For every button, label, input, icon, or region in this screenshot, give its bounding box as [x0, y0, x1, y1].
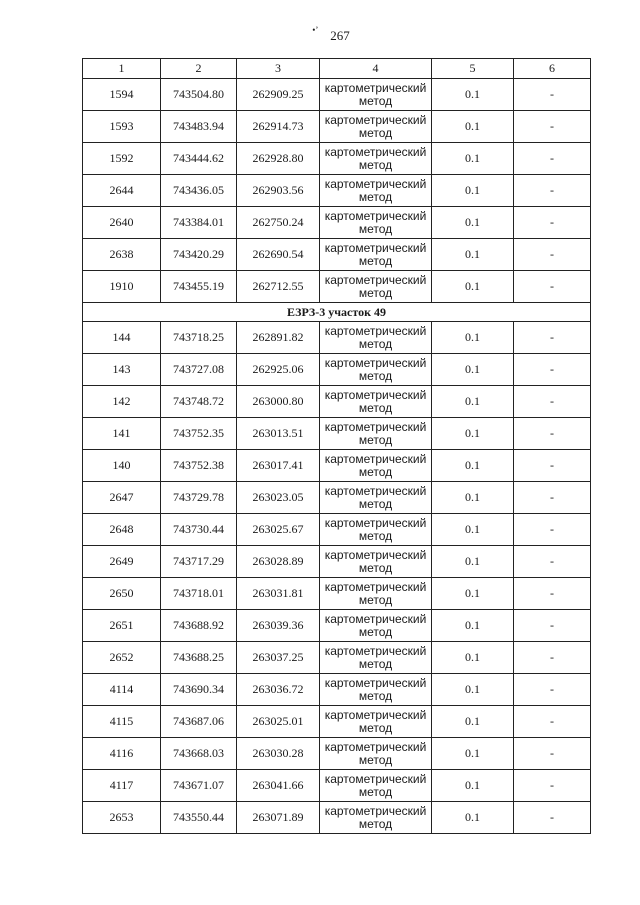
table-row — [83, 322, 591, 354]
table-cell: 0.1 — [432, 354, 514, 386]
method-text: метод — [358, 816, 393, 831]
table-cell: 743384.01 — [161, 207, 237, 239]
table-cell: 0.1 — [432, 111, 514, 143]
method-text: картометрический — [324, 483, 427, 498]
table-row — [83, 546, 591, 578]
method-cell — [320, 642, 432, 674]
method-text: метод — [358, 784, 393, 799]
table-cell: 4115 — [83, 706, 161, 738]
table-cell: - — [514, 514, 591, 546]
method-text: метод — [358, 253, 393, 268]
table-row — [83, 239, 591, 271]
table-cell: 0.1 — [432, 674, 514, 706]
table-cell: 263037.25 — [237, 642, 320, 674]
table-row — [83, 143, 591, 175]
table-cell: 144 — [83, 322, 161, 354]
table-cell: - — [514, 802, 591, 834]
table-cell: 262690.54 — [237, 239, 320, 271]
table-row — [83, 418, 591, 450]
table-cell: - — [514, 111, 591, 143]
method-text: метод — [358, 285, 393, 300]
table-cell: - — [514, 578, 591, 610]
table-cell: 263017.41 — [237, 450, 320, 482]
table-cell: 2652 — [83, 642, 161, 674]
table-cell: 743455.19 — [161, 271, 237, 303]
table-cell: 0.1 — [432, 271, 514, 303]
table-cell: 743748.72 — [161, 386, 237, 418]
method-text: картометрический — [324, 240, 427, 255]
table-cell: 743718.01 — [161, 578, 237, 610]
method-cell — [320, 706, 432, 738]
table-cell: 263028.89 — [237, 546, 320, 578]
table-cell: - — [514, 143, 591, 175]
method-text: метод — [358, 624, 393, 639]
table-cell: 743688.25 — [161, 642, 237, 674]
method-cell — [320, 175, 432, 207]
table-row — [83, 207, 591, 239]
table-cell: 743687.06 — [161, 706, 237, 738]
method-cell — [320, 450, 432, 482]
table-cell: 2651 — [83, 610, 161, 642]
table-cell: 0.1 — [432, 175, 514, 207]
table-cell: 142 — [83, 386, 161, 418]
table-cell: 743752.35 — [161, 418, 237, 450]
table-cell: 0.1 — [432, 143, 514, 175]
table-cell: 0.1 — [432, 738, 514, 770]
method-cell — [320, 322, 432, 354]
page-number — [0, 25, 640, 44]
table-cell: 263039.36 — [237, 610, 320, 642]
table-row — [83, 482, 591, 514]
method-text: метод — [358, 560, 393, 575]
method-text: картометрический — [324, 355, 427, 370]
table-cell: 743752.38 — [161, 450, 237, 482]
table-row — [83, 514, 591, 546]
header-row — [83, 59, 591, 79]
table-cell: 743671.07 — [161, 770, 237, 802]
table-row — [83, 175, 591, 207]
table-row — [83, 738, 591, 770]
method-text: метод — [358, 336, 393, 351]
method-text: картометрический — [324, 675, 427, 690]
table-cell: 263036.72 — [237, 674, 320, 706]
table-cell: 0.1 — [432, 482, 514, 514]
table-cell: 262712.55 — [237, 271, 320, 303]
table-row — [83, 111, 591, 143]
method-text: метод — [358, 688, 393, 703]
method-text: картометрический — [324, 515, 427, 530]
method-cell — [320, 770, 432, 802]
header-cell: 5 — [432, 59, 514, 79]
table-cell: 262903.56 — [237, 175, 320, 207]
table-cell: 0.1 — [432, 802, 514, 834]
header-cell: 1 — [83, 59, 161, 79]
table-cell: 143 — [83, 354, 161, 386]
method-text: картометрический — [324, 144, 427, 159]
table-cell: 743668.03 — [161, 738, 237, 770]
method-text: метод — [358, 528, 393, 543]
method-cell — [320, 674, 432, 706]
table-cell: 263023.05 — [237, 482, 320, 514]
table-cell: 0.1 — [432, 418, 514, 450]
method-text: картометрический — [324, 323, 427, 338]
table-cell: - — [514, 450, 591, 482]
method-text: картометрический — [324, 739, 427, 754]
table-cell: 0.1 — [432, 207, 514, 239]
table-cell: 262891.82 — [237, 322, 320, 354]
method-text: картометрический — [324, 451, 427, 466]
table-cell: 2644 — [83, 175, 161, 207]
method-text: метод — [358, 464, 393, 479]
table-cell: 4116 — [83, 738, 161, 770]
table-cell: - — [514, 706, 591, 738]
table-cell: 743729.78 — [161, 482, 237, 514]
header-cell: 2 — [161, 59, 237, 79]
table-cell: - — [514, 239, 591, 271]
table-cell: 0.1 — [432, 546, 514, 578]
table-cell: 263013.51 — [237, 418, 320, 450]
table-cell: 263025.67 — [237, 514, 320, 546]
header-cell: 4 — [320, 59, 432, 79]
table-cell: - — [514, 770, 591, 802]
method-cell — [320, 546, 432, 578]
table-cell: 1594 — [83, 79, 161, 111]
method-text: метод — [358, 496, 393, 511]
table-cell: 0.1 — [432, 706, 514, 738]
table-cell: 263000.80 — [237, 386, 320, 418]
method-cell — [320, 578, 432, 610]
method-text: картометрический — [324, 419, 427, 434]
header-cell: 3 — [237, 59, 320, 79]
method-text: метод — [358, 221, 393, 236]
method-text: метод — [358, 93, 393, 108]
table-row — [83, 386, 591, 418]
table-cell: 0.1 — [432, 770, 514, 802]
table-cell: - — [514, 207, 591, 239]
table-cell: - — [514, 738, 591, 770]
method-cell — [320, 418, 432, 450]
method-cell — [320, 802, 432, 834]
table-cell: 743483.94 — [161, 111, 237, 143]
method-text: метод — [358, 400, 393, 415]
table-row — [83, 271, 591, 303]
method-text: метод — [358, 189, 393, 204]
table-row — [83, 450, 591, 482]
table-cell: 1593 — [83, 111, 161, 143]
method-text: картометрический — [324, 643, 427, 658]
method-text: картометрический — [324, 208, 427, 223]
method-text: картометрический — [324, 176, 427, 191]
table-cell: 0.1 — [432, 642, 514, 674]
table-cell: 140 — [83, 450, 161, 482]
table-cell: 0.1 — [432, 322, 514, 354]
table-cell: 743444.62 — [161, 143, 237, 175]
method-text: картометрический — [324, 272, 427, 287]
table-cell: - — [514, 418, 591, 450]
method-text: картометрический — [324, 547, 427, 562]
method-text: метод — [358, 752, 393, 767]
page-number-text: 267 — [330, 28, 350, 43]
method-text: картометрический — [324, 611, 427, 626]
table-cell: 1592 — [83, 143, 161, 175]
table-cell: 2650 — [83, 578, 161, 610]
table-cell: 262914.73 — [237, 111, 320, 143]
table-row — [83, 642, 591, 674]
method-cell — [320, 514, 432, 546]
table-row — [83, 610, 591, 642]
section-row — [83, 303, 591, 322]
table-cell: 0.1 — [432, 578, 514, 610]
table-cell: 743690.34 — [161, 674, 237, 706]
table-row — [83, 79, 591, 111]
table-cell: - — [514, 674, 591, 706]
table-cell: - — [514, 482, 591, 514]
table-cell: 743730.44 — [161, 514, 237, 546]
table-cell: 2653 — [83, 802, 161, 834]
method-text: картометрический — [324, 112, 427, 127]
table-cell: 0.1 — [432, 450, 514, 482]
table-cell: 262925.06 — [237, 354, 320, 386]
table-cell: - — [514, 642, 591, 674]
method-cell — [320, 386, 432, 418]
method-text: метод — [358, 125, 393, 140]
table-row — [83, 354, 591, 386]
method-text: метод — [358, 157, 393, 172]
header-cell: 6 — [514, 59, 591, 79]
table-cell: 743727.08 — [161, 354, 237, 386]
table-cell: 743420.29 — [161, 239, 237, 271]
method-text: картометрический — [324, 707, 427, 722]
method-text: метод — [358, 720, 393, 735]
table-cell: 743504.80 — [161, 79, 237, 111]
method-text: метод — [358, 656, 393, 671]
table-cell: - — [514, 175, 591, 207]
method-cell — [320, 610, 432, 642]
method-cell — [320, 111, 432, 143]
method-text: метод — [358, 432, 393, 447]
table-cell: 0.1 — [432, 239, 514, 271]
table-cell: 4114 — [83, 674, 161, 706]
table-cell: - — [514, 271, 591, 303]
table-cell: - — [514, 322, 591, 354]
table-cell: 743718.25 — [161, 322, 237, 354]
table-cell: 263025.01 — [237, 706, 320, 738]
method-cell — [320, 354, 432, 386]
method-text: картометрический — [324, 803, 427, 818]
table-cell: - — [514, 79, 591, 111]
section-title: ЕЗРЗ-3 участок 49 — [83, 303, 591, 322]
table-cell: 743688.92 — [161, 610, 237, 642]
table-cell: - — [514, 354, 591, 386]
method-text: метод — [358, 592, 393, 607]
table-cell: 2638 — [83, 239, 161, 271]
method-cell — [320, 207, 432, 239]
table-cell: 1910 — [83, 271, 161, 303]
table-row — [83, 578, 591, 610]
table-cell: 2647 — [83, 482, 161, 514]
method-cell — [320, 239, 432, 271]
page-mark: •’ — [312, 25, 319, 35]
method-text: картометрический — [324, 80, 427, 95]
method-cell — [320, 143, 432, 175]
table-row — [83, 706, 591, 738]
table-cell: 262928.80 — [237, 143, 320, 175]
table-cell: 0.1 — [432, 514, 514, 546]
method-cell — [320, 482, 432, 514]
table-cell: 743717.29 — [161, 546, 237, 578]
table-cell: 2649 — [83, 546, 161, 578]
table-cell: 4117 — [83, 770, 161, 802]
table-cell: 2640 — [83, 207, 161, 239]
table-cell: 263031.81 — [237, 578, 320, 610]
method-text: метод — [358, 368, 393, 383]
table-cell: 263030.28 — [237, 738, 320, 770]
method-text: картометрический — [324, 387, 427, 402]
method-text: картометрический — [324, 771, 427, 786]
table-row — [83, 770, 591, 802]
table-cell: 743436.05 — [161, 175, 237, 207]
method-cell — [320, 738, 432, 770]
table-cell: 0.1 — [432, 79, 514, 111]
table-body — [83, 59, 591, 834]
table-cell: - — [514, 546, 591, 578]
table-cell: 0.1 — [432, 610, 514, 642]
table-row — [83, 802, 591, 834]
method-text: картометрический — [324, 579, 427, 594]
table-cell: 262909.25 — [237, 79, 320, 111]
method-cell — [320, 79, 432, 111]
method-cell — [320, 271, 432, 303]
table-row — [83, 674, 591, 706]
table-cell: 743550.44 — [161, 802, 237, 834]
table-cell: - — [514, 610, 591, 642]
table-cell: 0.1 — [432, 386, 514, 418]
table-cell: - — [514, 386, 591, 418]
table-cell: 263071.89 — [237, 802, 320, 834]
table-cell: 263041.66 — [237, 770, 320, 802]
table-cell: 2648 — [83, 514, 161, 546]
table-cell: 262750.24 — [237, 207, 320, 239]
coordinates-table — [82, 58, 591, 834]
table-cell: 141 — [83, 418, 161, 450]
